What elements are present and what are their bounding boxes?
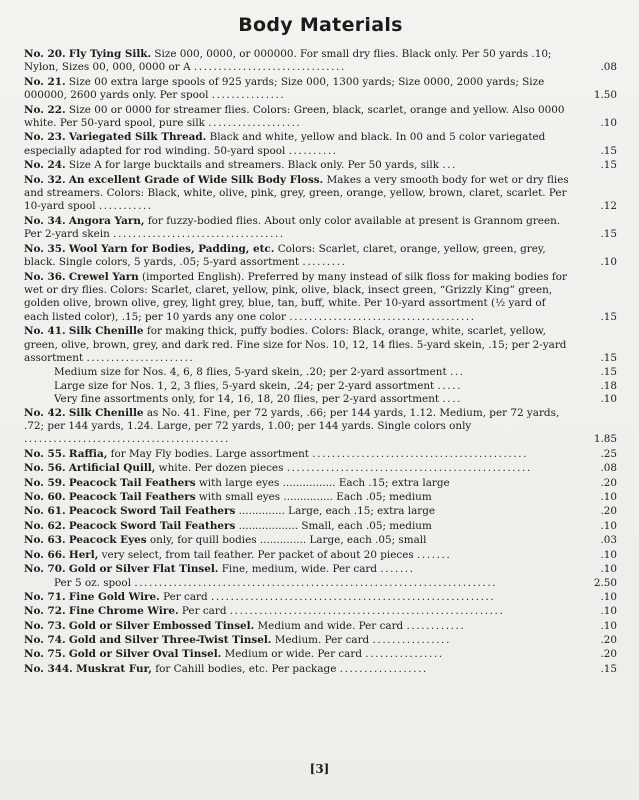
catalog-entry — [24, 462, 617, 475]
catalog-entry — [24, 104, 617, 131]
item-price: .15 — [600, 159, 617, 172]
catalog-entry — [24, 563, 617, 576]
item-text: Makes a very smooth body for wet or dry flies and streamers. Colors: Black, white, olive, pink, grey, green, orange, yellow, brown, claret, scarlet. Per 10-yard spool — [24, 173, 569, 213]
subentry-text: Per 5 oz. spool — [54, 577, 132, 590]
subentry-description — [54, 577, 577, 590]
catalog-subentry — [24, 393, 617, 406]
item-price: .10 — [600, 491, 617, 503]
item-number: No. 20. — [24, 48, 66, 60]
item-number: No. 34. — [24, 214, 66, 227]
catalog-entry — [24, 243, 617, 270]
entry-list — [24, 48, 617, 676]
catalog-entry — [24, 549, 617, 562]
item-number: No. 42. — [24, 406, 66, 419]
item-name: Silk Chenille — [68, 406, 144, 419]
catalog-entry — [24, 620, 617, 633]
item-name: Fine Chrome Wire. — [68, 605, 179, 618]
item-text: Medium and wide. Per card — [257, 619, 404, 632]
subentry-description — [54, 366, 577, 379]
item-number: No. 70. — [24, 563, 66, 576]
item-number: No. 61. — [24, 505, 66, 518]
entry-description — [24, 104, 577, 131]
item-price: .10 — [600, 590, 617, 603]
dot-leader: ............................... — [193, 61, 346, 74]
entry-description — [24, 491, 577, 504]
item-name: Peacock Tail Feathers — [68, 476, 196, 489]
item-price: .10 — [600, 619, 617, 632]
item-number: No. 59. — [24, 476, 66, 489]
item-price: .10 — [600, 256, 617, 269]
item-name: Gold or Silver Flat Tinsel. — [68, 563, 219, 576]
catalog-entry — [24, 477, 617, 490]
item-name: Artificial Quill, — [68, 462, 156, 475]
item-name: Wool Yarn for Bodies, Padding, etc. — [68, 242, 275, 255]
item-price: .15 — [600, 144, 617, 157]
item-name: Gold or Silver Embossed Tinsel. — [68, 619, 255, 632]
entry-description — [24, 131, 577, 158]
catalog-entry — [24, 76, 617, 103]
dot-leader: .......................................... — [24, 433, 230, 446]
entry-description — [24, 520, 577, 533]
entry-description — [24, 48, 577, 75]
subentry-description — [54, 393, 577, 406]
entry-description — [24, 271, 577, 325]
entry-description — [24, 534, 577, 547]
catalog-entry — [24, 663, 617, 676]
item-text: white. Per dozen pieces — [158, 462, 284, 475]
item-text: Per card — [181, 605, 227, 618]
entry-description — [24, 620, 577, 633]
entry-description — [24, 325, 577, 365]
item-text: Medium or wide. Per card — [224, 648, 362, 661]
entry-description — [24, 634, 577, 647]
item-name: Angora Yarn, — [68, 214, 145, 227]
item-text: Black and white, yellow and black. In 00 and 5 color variegated especially adapted for rod winding. 50-yard spool — [24, 131, 546, 157]
item-number: No. 71. — [24, 590, 66, 603]
subentry-text: Very fine assortments only, for 14, 16, 18, 20 flies, per 2-yard assortment — [54, 393, 440, 406]
item-text: Fine, medium, wide. Per card — [221, 563, 378, 576]
item-price: .10 — [600, 563, 617, 576]
item-number: No. 74. — [24, 634, 66, 647]
entry-description — [24, 663, 577, 676]
item-price: .15 — [600, 310, 617, 323]
item-name: Fly Tying Silk. — [68, 48, 152, 60]
subentry-price: .18 — [600, 379, 617, 392]
dot-leader: ...................... — [86, 351, 195, 364]
item-text: Per card — [163, 590, 208, 603]
subentry-price: .10 — [600, 393, 617, 406]
item-number: No. 56. — [24, 462, 66, 475]
item-price: .15 — [600, 351, 617, 364]
item-price: .08 — [600, 61, 617, 74]
catalog-entry — [24, 159, 617, 172]
catalog-entry — [24, 174, 617, 214]
item-text: Size A for large bucktails and streamers. Black only. Per 50 yards, silk — [68, 159, 439, 172]
item-price: .15 — [600, 228, 617, 241]
catalog-subentry — [24, 366, 617, 379]
dot-leader: ........................................................ — [229, 605, 505, 618]
entry-description — [24, 563, 577, 576]
entry-description — [24, 648, 577, 661]
subentry-description — [54, 380, 577, 393]
catalog-entry — [24, 534, 617, 547]
catalog-entry — [24, 448, 617, 461]
item-name: Variegated Silk Thread. — [68, 131, 207, 144]
catalog-entry — [24, 520, 617, 533]
item-number: No. 32. — [24, 173, 66, 186]
item-price: .12 — [600, 200, 617, 213]
subentry-text: Medium size for Nos. 4, 6, 8 flies, 5-yard skein, .20; per 2-yard assortment — [54, 366, 447, 379]
item-text: Colors: Scarlet, claret, orange, yellow, green, grey, black. Single colors, 5 yards, .05; 5-yard assortment — [24, 242, 546, 269]
item-text: Medium. Per card — [274, 634, 370, 647]
catalog-entry — [24, 325, 617, 365]
item-number: No. 75. — [24, 648, 66, 661]
item-text: for May Fly bodies. Large assortment — [110, 447, 309, 460]
dot-leader: ................ — [365, 648, 444, 661]
catalog-entry — [24, 48, 617, 75]
item-price: 1.50 — [593, 89, 617, 102]
item-text: very select, from tail feather. Per packet of about 20 pieces — [101, 548, 414, 561]
dot-leader: ........... — [98, 200, 153, 213]
entry-description — [24, 407, 577, 447]
item-price: .20 — [600, 648, 617, 661]
item-name: Peacock Tail Feathers — [68, 491, 196, 503]
item-name: Muskrat Fur, — [76, 662, 152, 675]
dot-leader: ................... — [208, 117, 302, 130]
item-number: No. 21. — [24, 75, 66, 88]
catalog-entry — [24, 271, 617, 325]
page-number: [3] — [309, 762, 330, 776]
catalog-entry — [24, 215, 617, 242]
item-name: Gold or Silver Oval Tinsel. — [68, 648, 222, 661]
dot-leader: .......... — [288, 144, 338, 157]
item-name: Peacock Sword Tail Feathers — [68, 505, 236, 518]
item-name: Fine Gold Wire. — [68, 590, 160, 603]
item-name: Herl, — [68, 548, 99, 561]
catalog-entry — [24, 605, 617, 618]
dot-leader: ...................................... — [289, 310, 476, 323]
entry-description — [24, 215, 577, 242]
entry-description — [24, 549, 577, 562]
item-text: for making thick, puffy bodies. Colors: Black, orange, white, scarlet, yellow, green, olive, brown, grey, and dark red. Fine size for Nos. 10, 12, 14 flies. 5-yard skein, .15; per 2-yard assortment — [24, 325, 567, 364]
dot-leader: ................................... — [113, 228, 285, 241]
subentry-price: 2.50 — [593, 577, 617, 590]
item-number: No. 35. — [24, 242, 66, 255]
item-number: No. 23. — [24, 131, 66, 144]
item-price: .10 — [600, 519, 617, 532]
item-price: .10 — [600, 117, 617, 130]
catalog-entry — [24, 634, 617, 647]
item-text: for fuzzy-bodied flies. About only color available at present is Grannom green. Per 2-yard skein — [24, 214, 561, 241]
dot-leader: ............... — [211, 89, 286, 102]
entry-description — [24, 243, 577, 270]
item-price: .20 — [600, 505, 617, 518]
catalog-entry — [24, 648, 617, 661]
catalog-entry — [24, 505, 617, 518]
item-number: No. 36. — [24, 270, 66, 283]
item-number: No. 63. — [24, 534, 66, 547]
item-number: No. 55. — [24, 447, 66, 460]
item-price: .20 — [600, 476, 617, 489]
item-number: No. 41. — [24, 325, 66, 338]
item-name: Crewel Yarn — [68, 270, 139, 283]
entry-description — [24, 505, 577, 518]
catalog-entry — [24, 591, 617, 604]
dot-leader: ......... — [302, 256, 347, 269]
catalog-subentry — [24, 380, 617, 393]
catalog-entry — [24, 131, 617, 158]
item-number: No. 73. — [24, 619, 66, 632]
item-number: No. 344. — [24, 662, 73, 675]
item-price: .20 — [600, 634, 617, 647]
item-name: Peacock Sword Tail Feathers — [68, 519, 236, 532]
item-name: Raffia, — [68, 447, 108, 460]
item-text: Size 000, 0000, or 000000. For small dry flies. Black only. Per 50 yards .10; Nylon, Sizes 00, 000, 0000 or A — [24, 48, 552, 74]
item-price: .15 — [600, 662, 617, 675]
item-name: Silk Chenille — [68, 325, 144, 338]
item-price: .10 — [600, 605, 617, 618]
dot-leader: ... — [450, 366, 465, 379]
item-price: .03 — [600, 534, 617, 547]
item-price: .25 — [600, 447, 617, 460]
item-number: No. 62. — [24, 519, 66, 532]
dot-leader: ................ — [372, 634, 451, 647]
entry-description — [24, 159, 577, 172]
item-number: No. 72. — [24, 605, 66, 618]
dot-leader: ............................................ — [312, 447, 529, 460]
item-price: .08 — [600, 462, 617, 475]
dot-leader: .... — [442, 393, 463, 406]
item-name: Peacock Eyes — [68, 534, 147, 547]
dot-leader: ....... — [417, 548, 452, 561]
entry-description — [24, 605, 577, 618]
item-text: as No. 41. Fine, per 72 yards, .66; per 144 yards, 1.12. Medium, per 72 yards, .72; per 144 yards, 1.24. Large, per 72 yards, 1.00; per 144 yards. Single colors only — [24, 406, 560, 432]
item-text: Size 00 extra large spools of 925 yards; Size 000, 1300 yards; Size 0000, 2000 yards; Size 000000, 2600 yards only. Per spool — [24, 75, 545, 102]
entry-description — [24, 477, 577, 490]
dot-leader: .......................................................... — [210, 590, 496, 603]
item-text: for Cahill bodies, etc. Per package — [155, 662, 337, 675]
dot-leader: ............ — [406, 619, 466, 632]
entry-description — [24, 76, 577, 103]
item-text: with large eyes ................ Each .15; extra large — [198, 476, 450, 489]
entry-description — [24, 462, 577, 475]
subentry-price: .15 — [600, 366, 617, 379]
subentry-text: Large size for Nos. 1, 2, 3 flies, 5-yard skein, .24; per 2-yard assortment — [54, 379, 435, 392]
item-text: Size 00 or 0000 for streamer flies. Colors: Green, black, scarlet, orange and yellow. Also 0000 white. Per 50-yard spool, pure silk — [24, 103, 565, 130]
item-text: .............. Large, each .15; extra large — [238, 505, 436, 518]
dot-leader: .......................................................................... — [134, 577, 498, 590]
entry-description — [24, 448, 577, 461]
item-text: only, for quill bodies .............. Large, each .05; small — [149, 534, 427, 547]
entry-description — [24, 591, 577, 604]
catalog-entry — [24, 407, 617, 447]
item-text: .................. Small, each .05; medium — [238, 519, 432, 532]
dot-leader: ..... — [437, 379, 463, 392]
item-number: No. 24. — [24, 159, 66, 172]
dot-leader: ... — [442, 159, 458, 172]
item-text: with small eyes ............... Each .05; medium — [198, 491, 432, 503]
item-number: No. 60. — [24, 491, 66, 503]
entry-description — [24, 174, 577, 214]
item-name: Gold and Silver Three-Twist Tinsel. — [68, 634, 272, 647]
dot-leader: ....... — [380, 563, 415, 576]
item-text: (imported English). Preferred by many instead of silk floss for making bodies for wet or dry flies. Colors: Scarlet, claret, yellow, pink, olive, black, insect green, “Grizzly King” green, golden olive, brown olive, grey, light grey, blue, tan, buff, white. Per 10-yard assortment (½ yard of each listed color), .15; per 10 yards any one color — [24, 270, 567, 323]
item-name: An excellent Grade of Wide Silk Body Floss. — [68, 173, 324, 186]
dot-leader: .................................................. — [286, 462, 532, 475]
item-price: 1.85 — [593, 433, 617, 446]
dot-leader: .................. — [339, 662, 428, 675]
item-price: .10 — [600, 548, 617, 561]
catalog-subentry — [24, 577, 617, 590]
catalog-entry — [24, 491, 617, 504]
item-number: No. 66. — [24, 548, 66, 561]
item-number: No. 22. — [24, 103, 66, 116]
page-title: Body Materials — [238, 14, 403, 36]
